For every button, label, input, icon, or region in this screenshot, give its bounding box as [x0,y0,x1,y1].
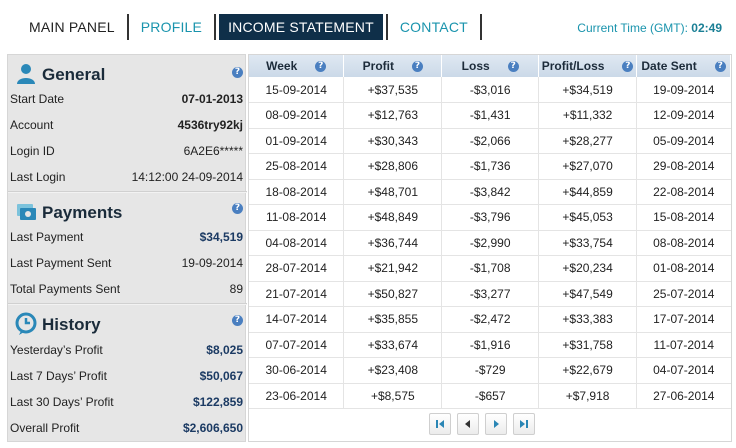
total-payments-label: Total Payments Sent [10,282,121,296]
loss-cell: -$3,277 [442,281,539,307]
table-row [249,307,731,333]
table-body [249,77,731,409]
nav-contact[interactable]: CONTACT [399,19,468,35]
general-section-header [8,59,247,89]
profit-cell: +$23,408 [344,358,442,384]
current-time [577,21,722,35]
loss-cell: -$1,431 [442,103,539,129]
loss-cell: -$3,842 [442,179,539,205]
last-7-days-profit-value: $50,067 [199,369,243,383]
history-row [8,416,247,440]
profit-cell: +$37,535 [344,77,442,103]
clock-icon [14,312,38,336]
general-help-icon[interactable]: ? [232,67,243,78]
date-sent-cell: 25-07-2014 [637,281,731,307]
profit-loss-cell: +$31,758 [539,332,637,358]
account-summary-panel [7,54,246,442]
profit-loss-cell: +$47,549 [539,281,637,307]
week-cell: 11-08-2014 [249,205,344,231]
date-sent-cell: 11-07-2014 [637,332,731,358]
table-row [249,154,731,180]
profit-loss-cell: +$44,859 [539,179,637,205]
general-row [8,87,247,111]
date-sent-cell: 12-09-2014 [637,103,731,129]
start-date-value: 07-01-2013 [181,92,243,106]
date-sent-cell: 01-08-2014 [637,256,731,282]
table-row [249,281,731,307]
week-cell: 08-09-2014 [249,103,344,129]
col-header-week[interactable] [249,55,344,77]
week-cell: 18-08-2014 [249,179,344,205]
account-label: Account [10,118,54,132]
profit-cell: +$50,827 [344,281,442,307]
week-cell: 15-09-2014 [249,77,344,103]
date-sent-cell: 19-09-2014 [637,77,731,103]
payments-row [8,251,247,275]
profit-loss-cell: +$45,053 [539,205,637,231]
loss-cell: -$729 [442,358,539,384]
nav-divider [214,14,216,40]
loss-help-icon[interactable]: ? [508,61,519,72]
login-id-value: 6A2E6***** [183,144,243,158]
overall-profit-value: $2,606,650 [182,421,243,435]
yesterday-profit-label: Yesterday’s Profit [10,343,103,357]
history-row [8,364,247,388]
col-header-profit-loss[interactable] [539,55,637,77]
account-value: 4536try92kj [177,118,243,132]
next-page-icon[interactable] [485,413,507,435]
table-row [249,103,731,129]
week-cell: 14-07-2014 [249,307,344,333]
profit-cell: +$33,674 [344,332,442,358]
payments-row [8,277,247,301]
nav-divider [480,14,482,40]
user-icon [14,62,38,86]
profit-loss-cell: +$22,679 [539,358,637,384]
loss-cell: -$2,066 [442,128,539,154]
table-row [249,179,731,205]
loss-cell: -$657 [442,383,539,409]
date-sent-cell: 04-07-2014 [637,358,731,384]
total-payments-value: 89 [229,282,243,296]
history-help-icon[interactable]: ? [232,315,243,326]
profit-loss-cell: +$28,277 [539,128,637,154]
last-payment-label: Last Payment [10,230,84,244]
col-header-label: Date Sent [641,59,697,73]
overall-profit-label: Overall Profit [10,421,80,435]
week-cell: 07-07-2014 [249,332,344,358]
table-row [249,383,731,409]
profit-cell: +$12,763 [344,103,442,129]
nav-main-panel[interactable]: MAIN PANEL [29,19,115,35]
col-header-label: Loss [461,59,490,73]
section-divider [8,191,247,193]
income-statement-table [249,55,731,409]
week-cell: 01-09-2014 [249,128,344,154]
start-date-label: Start Date [10,92,65,106]
nav-divider [127,14,129,40]
profit-cell: +$28,806 [344,154,442,180]
col-header-date-sent[interactable] [637,55,731,77]
last-payment-sent-label: Last Payment Sent [10,256,112,270]
week-cell: 30-06-2014 [249,358,344,384]
payments-section-header [8,197,247,227]
profit-loss-cell: +$11,332 [539,103,637,129]
loss-cell: -$1,916 [442,332,539,358]
profit-cell: +$36,744 [344,230,442,256]
section-divider [8,303,247,305]
week-cell: 28-07-2014 [249,256,344,282]
date-sent-cell: 22-08-2014 [637,179,731,205]
last-30-days-profit-label: Last 30 Days’ Profit [10,395,114,409]
last-page-icon[interactable] [513,413,535,435]
payments-icon [14,200,38,224]
date-sent-help-icon[interactable]: ? [715,61,726,72]
profit-loss-help-icon[interactable]: ? [622,61,633,72]
last-30-days-profit-value: $122,859 [192,395,243,409]
history-row [8,338,247,362]
profit-help-icon[interactable]: ? [412,61,423,72]
yesterday-profit-value: $8,025 [206,343,243,357]
last-login-value: 14:12:00 24-09-2014 [131,170,243,184]
profit-loss-cell: +$34,519 [539,77,637,103]
nav-profile[interactable]: PROFILE [140,19,203,35]
payments-help-icon[interactable]: ? [232,203,243,214]
table-row [249,230,731,256]
income-statement-table-container [248,54,732,442]
loss-cell: -$1,736 [442,154,539,180]
table-row [249,128,731,154]
table-row [249,256,731,282]
nav-income-statement[interactable]: INCOME STATEMENT [219,14,383,40]
week-cell: 04-08-2014 [249,230,344,256]
current-time-label: Current Time (GMT): [577,21,688,35]
loss-cell: -$2,472 [442,307,539,333]
table-row [249,77,731,103]
profit-loss-cell: +$33,754 [539,230,637,256]
profit-cell: +$21,942 [344,256,442,282]
week-cell: 25-08-2014 [249,154,344,180]
nav-divider [386,14,388,40]
history-section-header [8,309,247,339]
loss-cell: -$2,990 [442,230,539,256]
pagination [429,413,535,435]
table-header-row [249,55,731,77]
col-header-label: Week [266,59,298,73]
last-payment-sent-value: 19-09-2014 [181,256,243,270]
payments-title: Payments [42,203,123,222]
col-header-label: Profit/Loss [541,59,605,73]
general-title: General [42,65,106,84]
date-sent-cell: 08-08-2014 [637,230,731,256]
top-bar [0,0,736,54]
general-row [8,139,247,163]
current-time-value: 02:49 [691,21,722,35]
login-id-label: Login ID [10,144,55,158]
table-row [249,332,731,358]
col-header-loss[interactable] [442,55,539,77]
date-sent-cell: 15-08-2014 [637,205,731,231]
main-nav [20,14,485,40]
last-payment-value: $34,519 [199,230,243,244]
profit-loss-cell: +$20,234 [539,256,637,282]
history-title: History [42,315,101,334]
profit-cell: +$48,849 [344,205,442,231]
general-row [8,165,247,189]
loss-cell: -$3,016 [442,77,539,103]
history-row [8,390,247,414]
col-header-profit[interactable] [344,55,442,77]
date-sent-cell: 29-08-2014 [637,154,731,180]
table-row [249,205,731,231]
date-sent-cell: 05-09-2014 [637,128,731,154]
profit-cell: +$48,701 [344,179,442,205]
last-login-label: Last Login [10,170,66,184]
profit-cell: +$35,855 [344,307,442,333]
week-cell: 21-07-2014 [249,281,344,307]
profit-loss-cell: +$27,070 [539,154,637,180]
profit-cell: +$30,343 [344,128,442,154]
loss-cell: -$3,796 [442,205,539,231]
week-cell: 23-06-2014 [249,383,344,409]
week-help-icon[interactable]: ? [315,61,326,72]
prev-page-icon[interactable] [457,413,479,435]
date-sent-cell: 17-07-2014 [637,307,731,333]
table-row [249,358,731,384]
profit-loss-cell: +$33,383 [539,307,637,333]
col-header-label: Profit [362,59,394,73]
loss-cell: -$1,708 [442,256,539,282]
profit-loss-cell: +$7,918 [539,383,637,409]
payments-row [8,225,247,249]
profit-cell: +$8,575 [344,383,442,409]
general-row [8,113,247,137]
first-page-icon[interactable] [429,413,451,435]
last-7-days-profit-label: Last 7 Days’ Profit [10,369,107,383]
date-sent-cell: 27-06-2014 [637,383,731,409]
